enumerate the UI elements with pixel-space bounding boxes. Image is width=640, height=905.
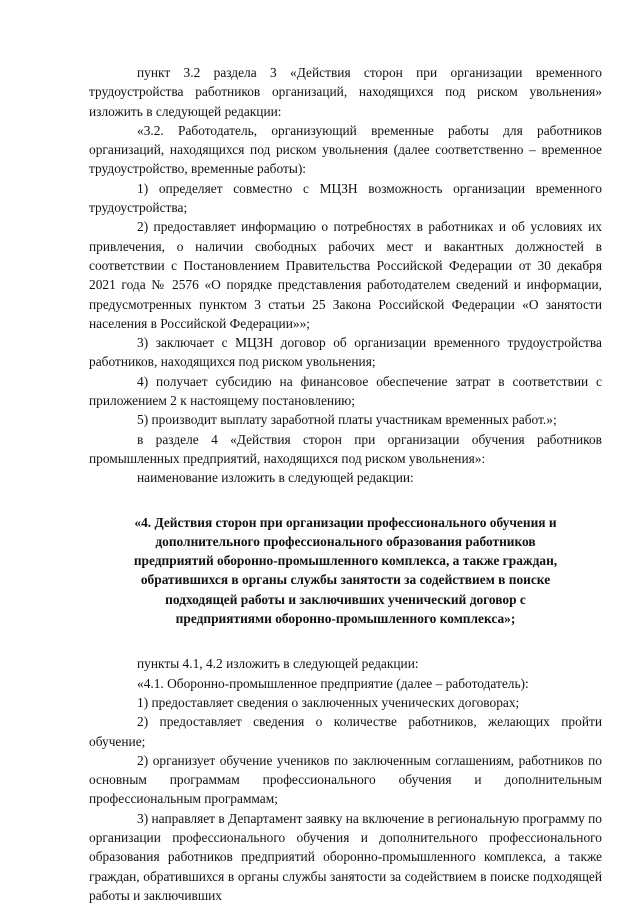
paragraph: пункты 4.1, 4.2 изложить в следующей редакции: bbox=[137, 656, 419, 672]
paragraph: 1) определяет совместно с МЦЗН возможность организации временного трудоустройства; bbox=[89, 180, 602, 216]
paragraph: 2) предоставляет сведения о количестве работников, желающих пройти обучение; bbox=[89, 714, 602, 749]
paragraph: 3) направляет в Департамент заявку на включение в региональную программу по организации профессионального обучения и дополнительного профессионального образования работников предприятий оборонно-промышленного комплекса, а также граждан, обратившихся в органы службы занятости за содействием в поиске подходящей работы и заключивших bbox=[89, 810, 602, 903]
paragraph: 3) заключает с МЦЗН договор об организации временного трудоустройства работников, находящихся под риском увольнения; bbox=[89, 335, 602, 370]
paragraph: 5) производит выплату заработной платы участникам временных работ.»; bbox=[137, 412, 557, 428]
heading-line: обратившихся в органы службы занятости за содействием в поиске bbox=[140, 572, 551, 588]
heading-line: подходящей работы и заключивших ученический договор с bbox=[165, 591, 526, 607]
paragraph: 2) организует обучение учеников по заключенным соглашениям, работников по основным программам профессионального обучения и дополнительным профессиональным программам; bbox=[89, 752, 602, 807]
paragraph: 2) предоставляет информацию о потребностях в работниках и об условиях их привлечения, о наличии свободных рабочих мест и вакантных должностей в соответствии с Постановлением Правительства Российской Федерации от 30 декабря 2021 года № 2576 «О порядке представления работодателем сведений и информации, предусмотренных пунктом 3 статьи 25 Закона Российской Федерации «О занятости населения в Российской Федерации»»; bbox=[89, 219, 602, 331]
paragraph: наименование изложить в следующей редакции: bbox=[137, 470, 414, 486]
paragraph: «3.2. Работодатель, организующий временные работы для работников организаций, находящихся под риском увольнения (далее соответственно – временное трудоустройство, временные работы): bbox=[89, 122, 602, 177]
heading-line: предприятий оборонно-промышленного комплекса, а также граждан, bbox=[133, 553, 558, 569]
paragraph: 1) предоставляет сведения о заключенных ученических договорах; bbox=[137, 694, 520, 710]
paragraph: 4) получает субсидию на финансовое обеспечение затрат в соответствии с приложением 2 к настоящему постановлению; bbox=[89, 373, 602, 409]
heading-line: «4. Действия сторон при организации профессионального обучения и bbox=[134, 514, 557, 530]
paragraph: в разделе 4 «Действия сторон при организации обучения работников промышленных предприятий, находящихся под риском увольнения»: bbox=[89, 431, 602, 466]
heading-line: дополнительного профессионального образования работников bbox=[155, 533, 536, 549]
paragraph: «4.1. Оборонно-промышленное предприятие (далее – работодатель): bbox=[137, 675, 529, 691]
heading-line: предприятиями оборонно-промышленного комплекса»; bbox=[175, 611, 516, 627]
section-heading bbox=[89, 513, 602, 629]
document-page bbox=[89, 63, 602, 905]
paragraph: пункт 3.2 раздела 3 «Действия сторон при организации временного трудоустройства работников организаций, находящихся под риском увольнения» изложить в следующей редакции: bbox=[89, 65, 602, 119]
